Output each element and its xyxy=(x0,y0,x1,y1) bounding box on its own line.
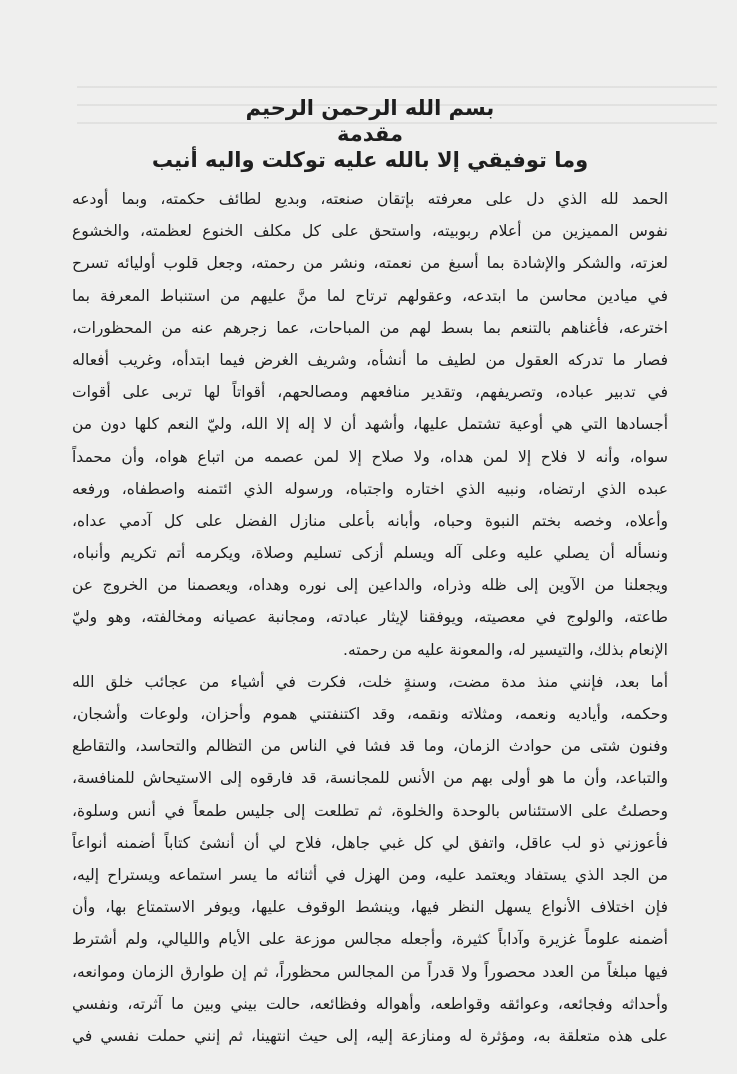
text-line: في ميادين محاسن ما ابتدعه، وعقولهم ترتاح لما منَّ عليهم من استنباط المعرفة بما xyxy=(72,286,668,305)
text-line: في تدبير عباده، وتصريفهم، وتقدير منافعهم ومصالحهم، أقواتاً لها تربى على أقوات xyxy=(72,383,668,402)
text-line: وحكمه، وأياديه ونعمه، ومثلاته ونقمه، وقد اكتنفتني هموم وأحزان، ولوعات وأشجان، xyxy=(72,705,668,723)
headings-block xyxy=(70,95,670,173)
text-line: وأحداثه وفجائعه، وعوائقه وقواطعه، وأهواله وفظائعه، حالت بيني وبين ما آثرته، ونفسي xyxy=(72,994,668,1013)
text-line: الحمد لله الذي دل على معرفته بإتقان صنعته، وبديع لطائف حكمته، وبما أودعه xyxy=(72,190,668,208)
text-line: ويجعلنا من الآوين إلى ظله وذراه، والداعين إلى نوره وهداه، ويعصمنا من الخروج عن xyxy=(72,576,668,595)
text-line: ونسأله أن يصلي عليه وعلى آله ويسلم أزكى تسليم وصلاة، ويكرمه أتم تكريم وأنباه، xyxy=(72,544,668,563)
text-line: نفوس المميزين من أعلام ربوبيته، واستحق على كل مكلف الخنوع لعظمته، والخشوع xyxy=(72,222,668,241)
body-text xyxy=(72,183,668,1052)
text-line: أجسادها التي هي أوعية تشتمل عليها، وأشهد أن لا إله إلا الله، وليّ النعم كلها دون من xyxy=(72,415,668,434)
text-line: عبده الذي ارتضاه، ونبيه الذي اختاره واجتباه، ورسوله الذي ائتمنه واصطفاه، ورفعه xyxy=(72,479,668,498)
text-line: وفنون شتى من حوادث الزمان، وما قد فشا في الناس من التظالم والتحاسد، والتقاطع xyxy=(72,737,668,756)
basmala-heading: بسم الله الرحمن الرحيم xyxy=(245,96,495,120)
text-line: أما بعد، فإنني منذ مدة مضت، وسنةٍ خلت، فكرت في أشياء من عجائب خلق الله xyxy=(72,672,668,691)
text-line: فيها مبلغاً من العدد محصوراً ولا قدراً من المجالس محظوراً، ثم إن طوارق الزمان وموانعه، xyxy=(72,962,668,981)
text-line: وأعلاه، وخصه بختم النبوة وحباه، وأبانه بأعلى منازل الفضل على كل آدمي عداه، xyxy=(72,511,668,530)
text-line: فإن اختلاف الأنواع يسهل النظر فيها، وينشط الوقوف عليها، ويوفر الاستمتاع بها، وأن xyxy=(72,898,668,917)
text-line: والتباعد، وأن ما هو أولى بهم من الأنس للمجانسة، قد فارقوه إلى الاستيحاش للمنافسة، xyxy=(72,769,668,788)
paragraph-last-line: الإنعام بذلك، والتيسير له، والمعونة عليه من رحمته. xyxy=(343,640,668,659)
text-line: على هذه متعلقة به، ومؤثرة له ومنازعة إليه، إلى حيث انتهينا، ثم إنني حملت نفسي في xyxy=(72,1026,668,1045)
text-line: لعزته، والشكر والإشادة بما أسبغ من نعمته، ونشر من رحمته، وجعل قلوب أوليائه تسرح xyxy=(72,254,668,273)
text-line: طاعته، والولوج في معصيته، ويوفقنا لإيثار عبادته، ومجانبة عصيانه ومخالفته، وهو وليّ xyxy=(72,608,668,627)
text-line: أضمنه علوماً غزيرة وآداباً كثيرة، وأجعله مجالس موزعة على الأيام والليالي، ولم أشترط xyxy=(72,930,668,949)
introduction-heading: مقدمة xyxy=(337,122,403,146)
text-line: اخترعه، فأغناهم بالتنعم بما بسط لهم من المباحات، عما زجرهم عنه من المحظورات، xyxy=(72,318,668,337)
text-line: سواه، وأنه لا فلاح إلا لمن هداه، ولا صلاح إلا لمن عصمه من اتباع هواه، وأن محمداً xyxy=(72,447,668,466)
text-line: وحصلتُ على الاستئناس بالوحدة والخلوة، ثم تطلعت إلى جليس طمعاً في أنس وسلوة، xyxy=(72,801,668,820)
invocation-heading: وما توفيقي إلا بالله عليه توكلت واليه أنيب xyxy=(151,148,589,172)
text-line: فأعوزني ذو لب عاقل، واتفق لي كل غبي جاهل، فلاح لي أن أنشئ كتاباً أضمنه أنواعاً xyxy=(72,833,668,852)
text-line: من الجد الذي يستفاد ويعتمد عليه، ومن الهزل في أثنائه ما يسر استماعه ويستراح إليه، xyxy=(72,865,668,884)
text-line: فصار ما تدركه العقول من لطيف ما أنشأه، وشريف الغرض فيما ابتدأه، وغريب أفعاله xyxy=(72,350,668,369)
